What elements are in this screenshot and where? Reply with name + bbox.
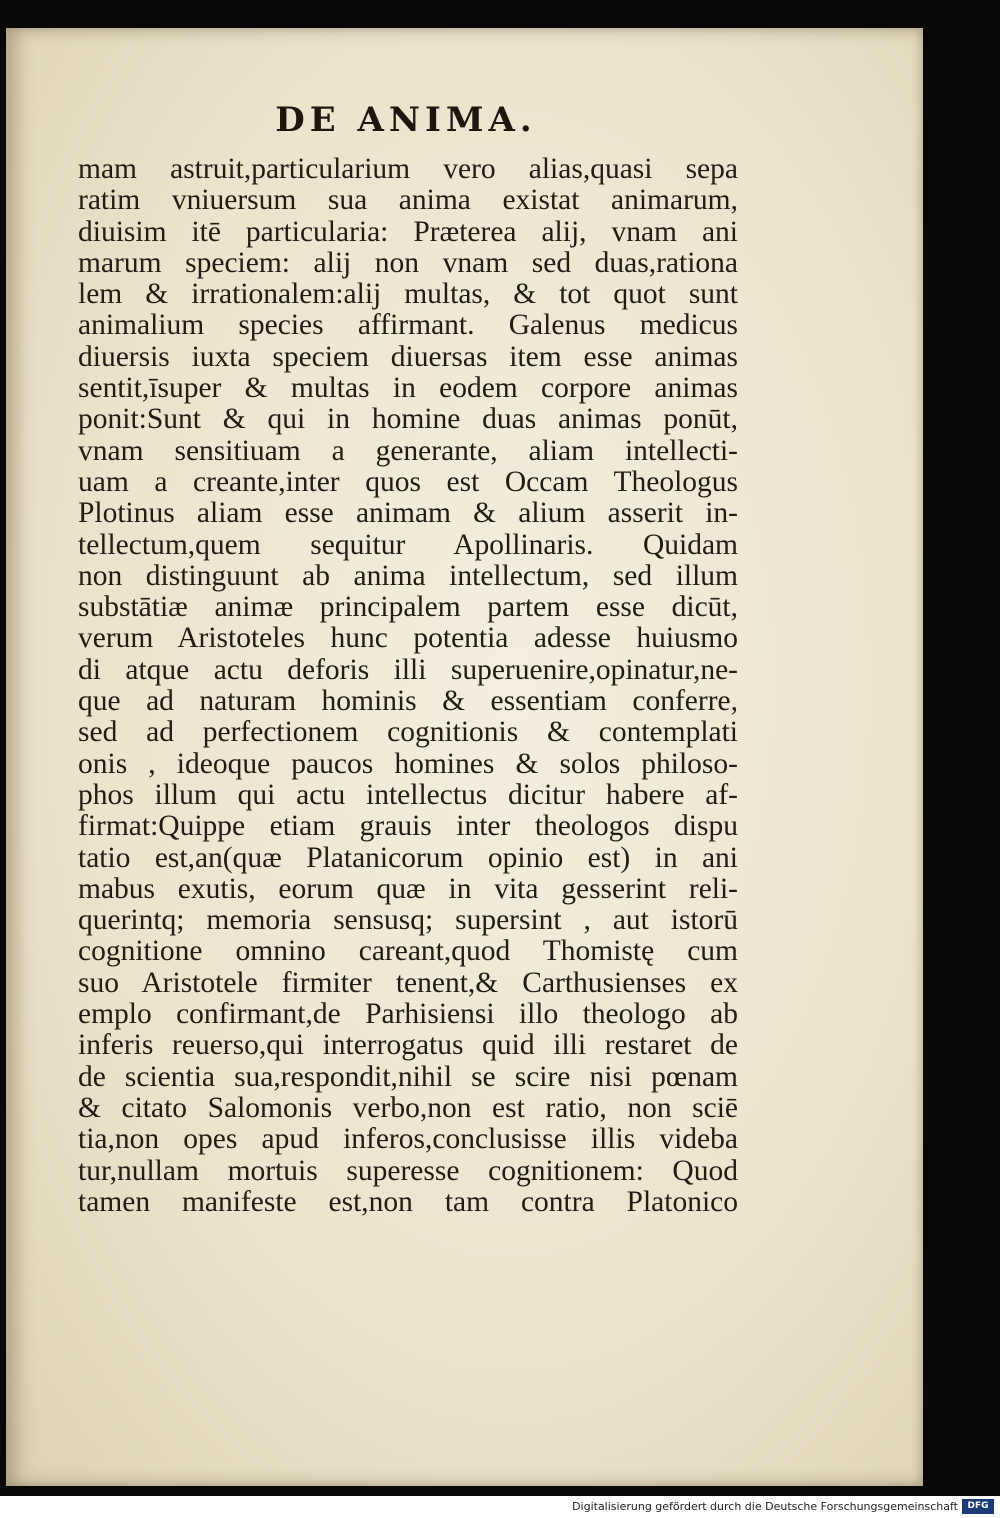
text-line: onis , ideoque paucos homines & solos philoso- [78,748,738,780]
text-line: substātiæ animæ principalem partem esse dicūt, [78,592,738,624]
text-line: di atque actu deforis illi superuenire,opinatur,ne- [78,654,738,686]
dfg-logo: DFG [962,1499,994,1514]
text-line: vnam sensitiuam a generante, aliam intellecti- [78,435,738,467]
text-line: Plotinus aliam esse animam & alium asserit in- [78,498,738,530]
text-line: sed ad perfectionem cognitionis & contemplati [78,717,738,749]
text-line: firmat:Quippe etiam grauis inter theologos dispu [78,811,738,843]
text-line: uam a creante,inter quos est Occam Theologus [78,466,738,498]
text-line: diuisim itē particularia: Præterea alij, vnam ani [78,216,738,248]
text-line: lem & irrationalem:alij multas, & tot quot sunt [78,279,738,311]
text-line: cognitione omnino careant,quod Thomistę cum [78,936,738,968]
text-line: tatio est,an(quæ Platanicorum opinio est) in ani [78,842,738,874]
text-line: que ad naturam hominis & essentiam conferre, [78,686,738,718]
text-line: non distinguunt ab anima intellectum, sed illum [78,560,738,592]
text-line: verum Aristoteles hunc potentia adesse huiusmo [78,623,738,655]
text-line: querintq; memoria sensusq; supersint , aut istorū [78,905,738,937]
text-line: inferis reuerso,qui interrogatus quid illi restaret de [78,1030,738,1062]
text-line: tur,nullam mortuis superesse cognitionem: Quod [78,1155,738,1187]
text-line: mabus exutis, eorum quæ in vita gesserint reli- [78,873,738,905]
body-text [78,154,738,1218]
book-page [6,28,923,1486]
running-head: DE ANIMA. [275,100,537,140]
text-line: ponit:Sunt & qui in homine duas animas ponūt, [78,404,738,436]
text-line: tia,non opes apud inferos,conclusisse illis videba [78,1124,738,1156]
text-line: emplo confirmant,de Parhisiensi illo theologo ab [78,999,738,1031]
text-line: ratim vniuersum sua anima existat animarum, [78,185,738,217]
funding-credit: Digitalisierung gefördert durch die Deutsche Forschungsgemeinschaft [572,1500,958,1513]
text-line: phos illum qui actu intellectus dicitur habere af- [78,779,738,811]
text-line: animalium species affirmant. Galenus medicus [78,310,738,342]
text-line: diuersis iuxta speciem diuersas item esse animas [78,341,738,373]
text-line: de scientia sua,respondit,nihil se scire nisi pœnam [78,1061,738,1093]
text-line: marum speciem: alij non vnam sed duas,rationa [78,247,738,279]
text-line: mam astruit,particularium vero alias,quasi sepa [78,154,738,185]
text-line: tellectum,quem sequitur Apollinaris. Quidam [78,529,738,561]
footer-bar [0,1496,1000,1518]
text-line: suo Aristotele firmiter tenent,& Carthusienses ex [78,967,738,999]
text-line: sentit,īsuper & multas in eodem corpore animas [78,373,738,405]
text-line: & citato Salomonis verbo,non est ratio, non sciē [78,1092,738,1124]
text-line: tamen manifeste est,non tam contra Platonico [78,1186,738,1218]
